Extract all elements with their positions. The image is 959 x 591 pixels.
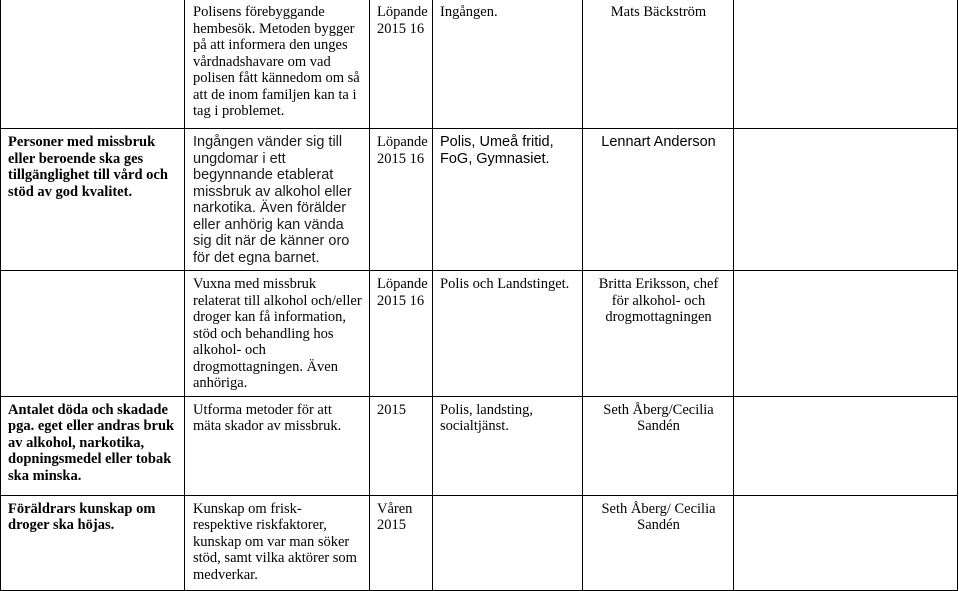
actors-cell: Polis och Landstinget. bbox=[433, 271, 583, 397]
empty-cell bbox=[734, 495, 958, 590]
goal-cell: Antalet döda och skadade pga. eget eller andras bruk av alkohol, narkotika, dopningsmedel eller tobak ska minska. bbox=[1, 396, 185, 495]
responsible-cell: Seth Åberg/Cecilia Sandén bbox=[583, 396, 734, 495]
time-cell: Löpande 2015 16 bbox=[370, 129, 433, 271]
action-cell: Utforma metoder för att mäta skador av missbruk. bbox=[185, 396, 370, 495]
goal-cell: Personer med missbruk eller beroende ska ges tillgänglighet till vård och stöd av god kvalitet. bbox=[1, 129, 185, 271]
empty-cell bbox=[734, 129, 958, 271]
responsible-cell: Seth Åberg/ Cecilia Sandén bbox=[583, 495, 734, 590]
actors-cell bbox=[433, 495, 583, 590]
table-row bbox=[1, 271, 958, 397]
responsible-cell: Mats Bäckström bbox=[583, 0, 734, 129]
goal-cell: Föräldrars kunskap om droger ska höjas. bbox=[1, 495, 185, 590]
time-cell: 2015 bbox=[370, 396, 433, 495]
responsible-cell: Lennart Anderson bbox=[583, 129, 734, 271]
action-cell: Ingången vänder sig till ungdomar i ett begynnande etablerat missbruk av alkohol eller narkotika. Även förälder eller anhörig kan vända sig dit när de känner oro för det egna barnet. bbox=[185, 129, 370, 271]
goal-cell bbox=[1, 271, 185, 397]
actors-cell: Ingången. bbox=[433, 0, 583, 129]
action-cell: Kunskap om frisk- respektive riskfaktorer, kunskap om var man söker stöd, samt vilka aktörer som medverkar. bbox=[185, 495, 370, 590]
time-cell: Löpande 2015 16 bbox=[370, 271, 433, 397]
responsible-cell: Britta Eriksson, chef för alkohol- och drogmottagningen bbox=[583, 271, 734, 397]
table-row bbox=[1, 396, 958, 495]
actors-cell: Polis, Umeå fritid, FoG, Gymnasiet. bbox=[433, 129, 583, 271]
empty-cell bbox=[734, 271, 958, 397]
empty-cell bbox=[734, 396, 958, 495]
table-row bbox=[1, 0, 958, 129]
goal-cell bbox=[1, 0, 185, 129]
table-row bbox=[1, 129, 958, 271]
action-cell: Vuxna med missbruk relaterat till alkohol och/eller droger kan få information, stöd och behandling hos alkohol- och drogmottagningen. Även anhöriga. bbox=[185, 271, 370, 397]
time-cell: Löpande 2015 16 bbox=[370, 0, 433, 129]
table-row bbox=[1, 495, 958, 590]
empty-cell bbox=[734, 0, 958, 129]
time-cell: Våren 2015 bbox=[370, 495, 433, 590]
action-cell: Polisens förebyggande hembesök. Metoden bygger på att informera den unges vårdnadshavare om vad polisen fått kännedom om så att de inom familjen kan ta i tag i problemet. bbox=[185, 0, 370, 129]
actors-cell: Polis, landsting, socialtjänst. bbox=[433, 396, 583, 495]
